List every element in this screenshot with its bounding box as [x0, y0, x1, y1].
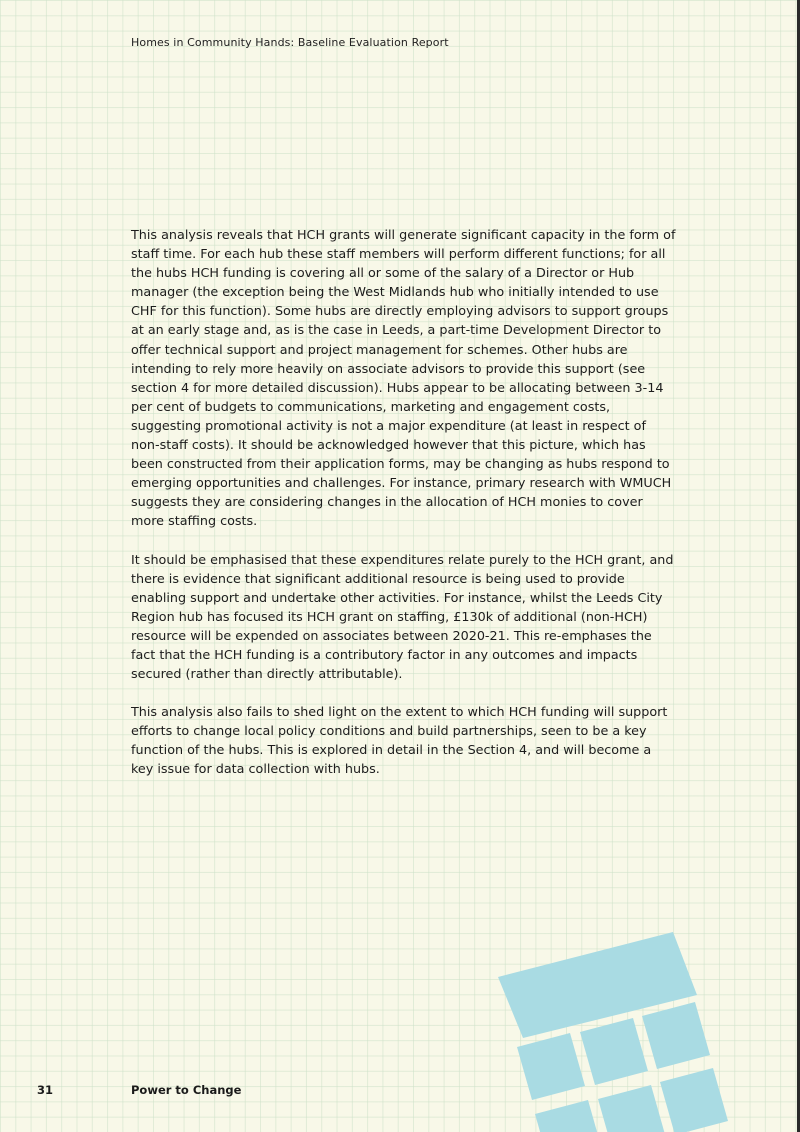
paragraph-2: It should be emphasised that these expenditures relate purely to the HCH grant, and there is evidence that significant additional resource is being used to provide enabling support and undertake other activities. For instance, whilst the Leeds City Region hub has focused its HCH grant on staffing, £130k of additional (non-HCH) resource will be expended on associates between 2020-21. This re-emphases the fact that the HCH funding is a contributory factor in any outcomes and impacts secured (rather than directly attributable).: [131, 552, 674, 683]
decorative-blocks-graphic: [480, 920, 800, 1132]
tilted-blocks-icon: [480, 920, 800, 1132]
body-text: [131, 226, 676, 799]
running-header: Homes in Community Hands: Baseline Evaluation Report: [131, 36, 449, 49]
decor-block-1: [517, 1033, 585, 1100]
decor-block-4: [535, 1100, 603, 1132]
decor-block-5: [598, 1085, 666, 1132]
page-number: 31: [37, 1083, 54, 1097]
paragraph-3: This analysis also fails to shed light on the extent to which HCH funding will support efforts to change local policy conditions and build partnerships, seen to be a key function of the hubs. This is explored in detail in the Section 4, and will become a key issue for data collection with hubs.: [131, 705, 668, 778]
footer-organisation: Power to Change: [131, 1083, 242, 1097]
block-group: [498, 932, 728, 1132]
decor-block-3: [642, 1002, 710, 1069]
paragraph-1: This analysis reveals that HCH grants will generate significant capacity in the form of staff time. For each hub these staff members will perform different functions; for all the hubs HCH funding is covering all or some of the salary of a Director or Hub manager (the exception being the West Midlands hub who initially intended to use CHF for this function). Some hubs are directly employing advisors to support groups at an early stage and, as is the case in Leeds, a part-time Development Director to offer technical support and project management for schemes. Other hubs are intending to rely more heavily on associate advisors to provide this support (see section 4 for more detailed discussion). Hubs appear to be allocating between 3-14 per cent of budgets to communications, marketing and engagement costs, suggesting promotional activity is not a major expenditure (at least in respect of non-staff costs). It should be acknowledged however that this picture, which has been constructed from their application forms, may be changing as hubs respond to emerging opportunities and challenges. For instance, primary research with WMUCH suggests they are considering changes in the allocation of HCH monies to cover more staffing costs.: [131, 228, 676, 530]
decor-block-2: [580, 1018, 648, 1085]
decor-block-6: [660, 1068, 728, 1132]
